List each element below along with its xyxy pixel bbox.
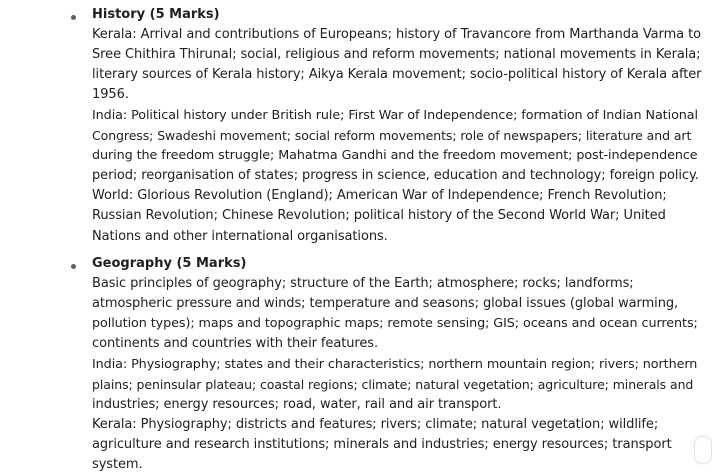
text-line: plains; peninsular plateau; coastal regions; climate; natural vegetation; agriculture; minerals and xyxy=(92,376,694,392)
text-line: literary sources of Kerala history; Aikya Kerala movement; socio-political history of Kerala after xyxy=(92,67,702,83)
text-line: system. xyxy=(92,457,143,473)
text-line: Nations and other international organisations. xyxy=(92,228,388,244)
section-body xyxy=(92,5,702,247)
paragraph-india-geography xyxy=(92,355,702,415)
text-line: World: Glorious Revolution (England); American War of Independence; French Revolution; xyxy=(92,188,667,204)
text-line: India: Physiography; states and their characteristics; northern mountain region; rivers; northern xyxy=(92,356,698,372)
section-title: Geography (5 Marks) xyxy=(92,256,247,271)
text-line: Kerala: Arrival and contributions of Europeans; history of Travancore from Marthanda Varma to xyxy=(92,27,701,42)
text-line: Basic principles of geography; structure of the Earth; atmosphere; rocks; landforms; xyxy=(92,276,634,291)
paragraph-kerala-geography xyxy=(92,415,702,475)
section-title: History (5 Marks) xyxy=(92,7,220,22)
text-line: period; reorganisation of states; progress in science, education and technology; foreign policy. xyxy=(92,168,699,184)
scroll-handle[interactable] xyxy=(694,436,712,464)
paragraph-world-history xyxy=(92,186,702,246)
text-line: continents and countries with their features. xyxy=(92,336,379,352)
paragraph-kerala-history xyxy=(92,25,702,106)
text-line: Kerala: Physiography; districts and features; rivers; climate; natural vegetation; wildlife; xyxy=(92,417,659,433)
text-line: industries; energy resources; road, water, rail and air transport. xyxy=(92,396,502,412)
text-line: pollution types); maps and topographic maps; remote sensing; GIS; oceans and ocean currents; xyxy=(92,316,698,332)
text-line: Congress; Swadeshi movement; social reform movements; role of newspapers; literature and art xyxy=(92,127,692,143)
section-body xyxy=(92,254,702,476)
text-line: 1956. xyxy=(92,87,129,103)
bullet-icon xyxy=(71,264,76,269)
bullet-icon xyxy=(71,15,76,20)
paragraph-general-geography xyxy=(92,274,702,355)
text-line: agriculture and research institutions; minerals and industries; energy resources; transport xyxy=(92,437,672,453)
paragraph-india-history xyxy=(92,106,702,187)
text-line: Sree Chithira Thirunal; social, religious and reform movements; national movements in Kerala; xyxy=(92,47,701,63)
text-line: atmospheric pressure and winds; temperature and seasons; global issues (global warming, xyxy=(92,296,679,312)
text-line: India: Political history under British rule; First War of Independence; formation of Indian National xyxy=(92,107,698,123)
text-line: Russian Revolution; Chinese Revolution; political history of the Second World War; United xyxy=(92,208,666,224)
text-line: during the freedom struggle; Mahatma Gandhi and the freedom movement; post-independence xyxy=(92,147,698,163)
